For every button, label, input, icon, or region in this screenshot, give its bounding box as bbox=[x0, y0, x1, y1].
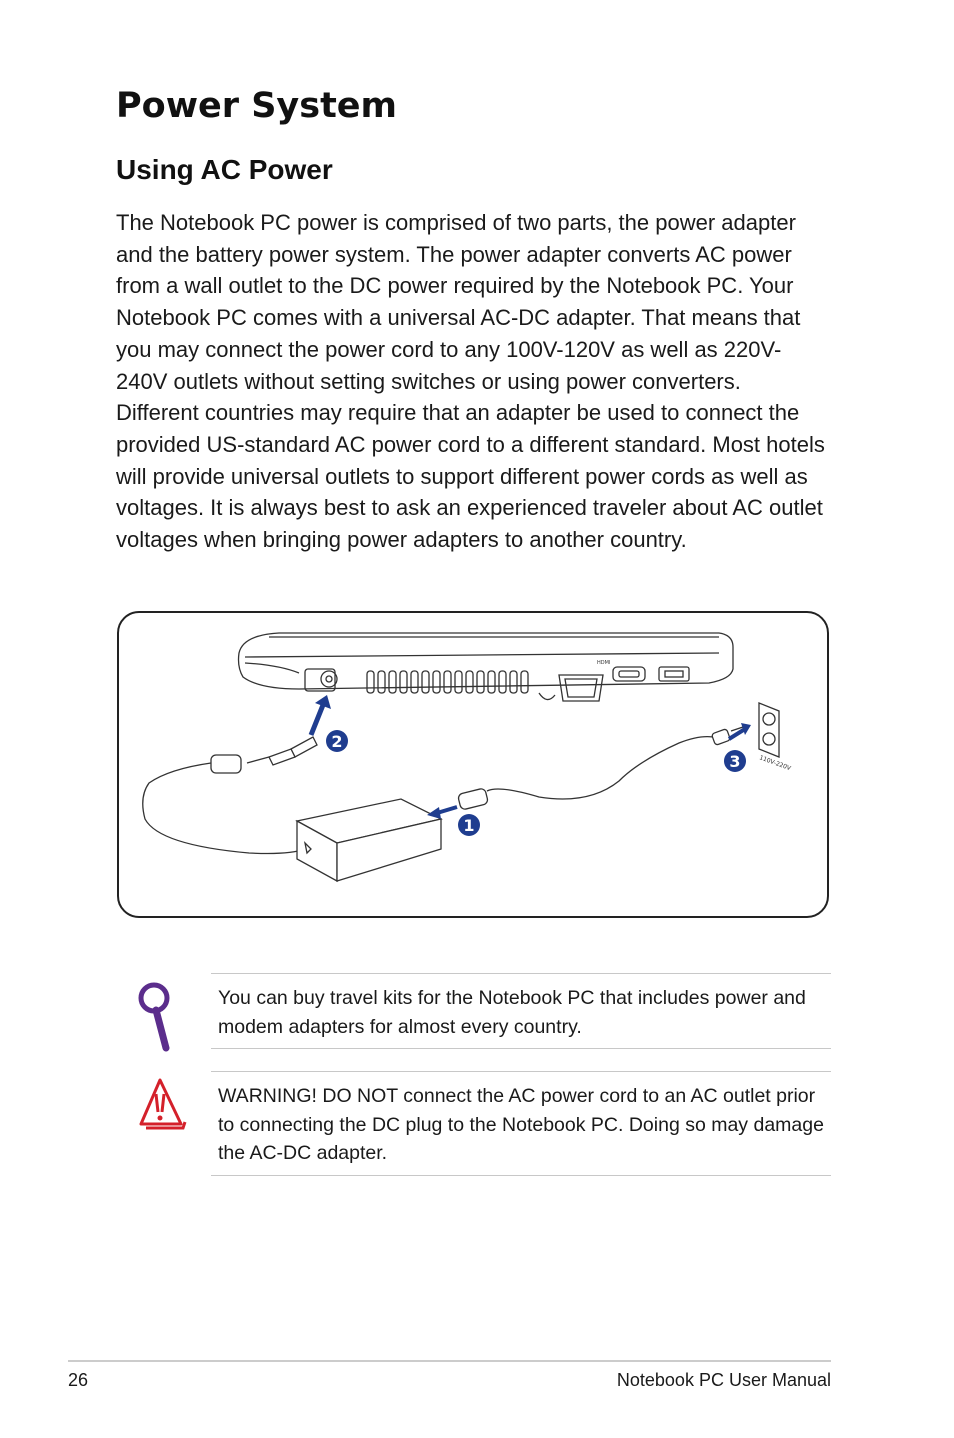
body-paragraph: The Notebook PC power is comprised of two parts, the power adapter and the battery power system. The power adapter converts AC power from a wall outlet to the DC power required by the Notebook PC. Your Notebook PC comes with a universal AC-DC adapter. That means that you may connect the power cord to any 100V-120V as well as 220V-240V outlets without setting switches or using power converters. Different countries may require that an adapter be used to connect the provided US-standard AC power cord to a different standard. Most hotels will provide universal outlets to support different power cords as well as voltages. It is always best to ask an experienced traveler about AC outlet voltages when bringing power adapters to another country. bbox=[116, 210, 825, 553]
step-2-arrow bbox=[311, 695, 331, 735]
power-adapter-brick bbox=[297, 799, 441, 881]
hdmi-port-label: HDMI bbox=[597, 660, 611, 666]
warning-note bbox=[211, 1071, 831, 1176]
ac-power-connection-illustration bbox=[119, 613, 831, 920]
footer-divider bbox=[68, 1360, 831, 1362]
outlet-voltage-label: 110V-220V bbox=[758, 754, 792, 773]
dc-cable bbox=[143, 737, 317, 854]
warning-triangle-icon bbox=[137, 1076, 187, 1139]
step-3-number: 3 bbox=[729, 752, 741, 771]
tip-note bbox=[211, 973, 831, 1049]
ac-power-figure bbox=[117, 611, 829, 918]
footer-page-number: 26 bbox=[68, 1370, 89, 1390]
warning-note-text: WARNING! DO NOT connect the AC power cord to an AC outlet prior to connecting the DC plug to the Notebook PC. Doing so may damage the AC-DC adapter. bbox=[218, 1085, 824, 1164]
step-2-number: 2 bbox=[331, 732, 343, 751]
page-title: Power System bbox=[116, 86, 398, 126]
step-badge-3 bbox=[724, 750, 746, 772]
ac-input-plug bbox=[457, 737, 713, 811]
section-title: Using AC Power bbox=[116, 154, 333, 185]
step-badge-2 bbox=[326, 730, 348, 752]
step-1-number: 1 bbox=[463, 816, 475, 835]
wall-plug bbox=[711, 727, 743, 745]
step-badge-1 bbox=[458, 814, 480, 836]
wall-outlet bbox=[759, 703, 779, 757]
footer-manual-title: Notebook PC User Manual bbox=[616, 1370, 831, 1390]
tip-note-text: You can buy travel kits for the Notebook PC that includes power and modem adapters for almost every country. bbox=[218, 987, 806, 1038]
magnifier-tip-icon bbox=[136, 980, 176, 1059]
notebook-side-view bbox=[239, 633, 734, 701]
